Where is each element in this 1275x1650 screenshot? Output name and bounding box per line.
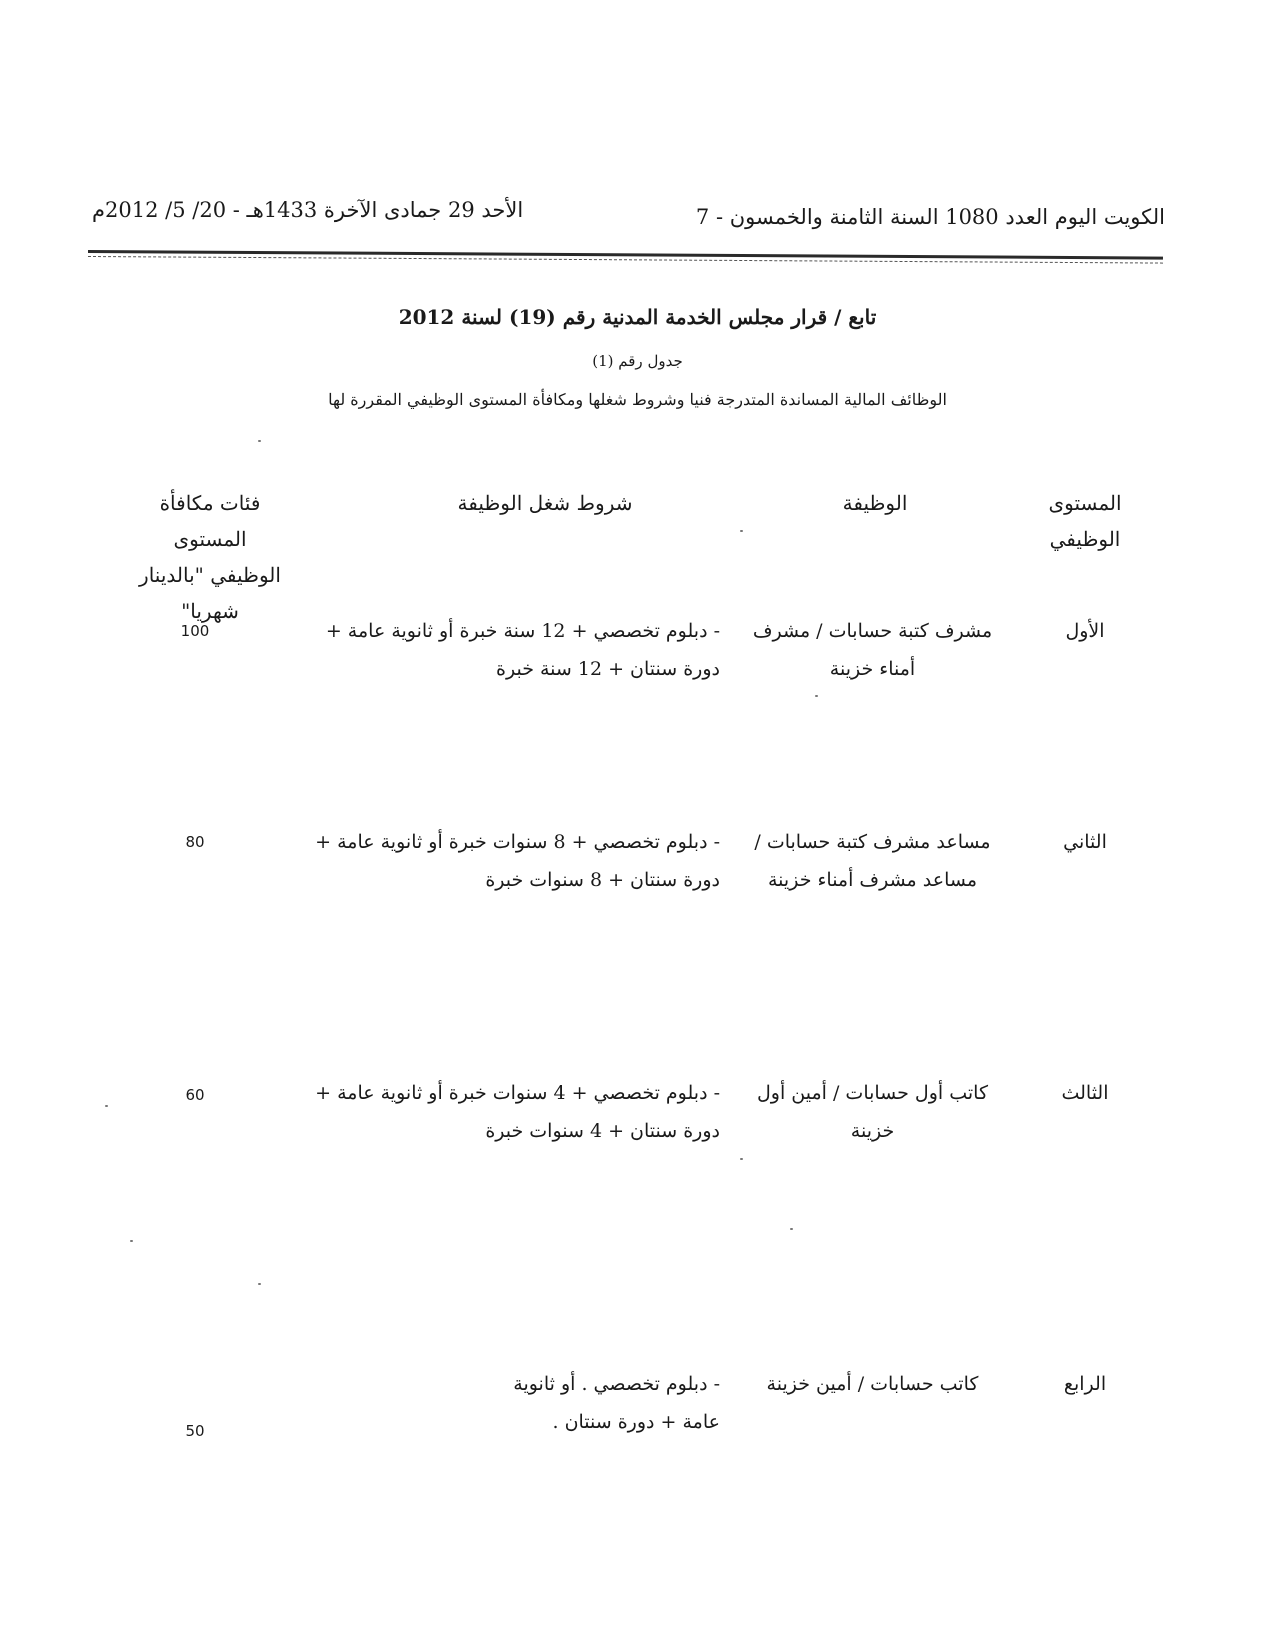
gazette-issue-header: الكويت اليوم العدد 1080 السنة الثامنة والخمسون - 7 [695,205,1165,229]
scan-speck [258,1283,261,1285]
reward-cell: 50 [185,1422,205,1440]
scan-speck [130,1240,133,1242]
column-header-reward: فئات مكافأة المستوى الوظيفي "بالدينار شهريا" [139,491,281,623]
conditions-cell: - دبلوم تخصصي + 12 سنة خبرة أو ثانوية عامة + دورة سنتان + 12 سنة خبرة [325,620,720,680]
reward-cell: 100 [180,622,210,640]
column-header-job: الوظيفة [842,491,908,515]
job-cell: كاتب حسابات / أمين خزينة [766,1373,979,1395]
table-caption: الوظائف المالية المساندة المتدرجة فنيا وشروط شغلها ومكافأة المستوى الوظيفي المقررة لها [328,390,947,409]
scan-speck [740,530,743,532]
level-cell: الرابع [1063,1373,1107,1395]
decision-title: تابع / قرار مجلس الخدمة المدنية رقم (19) لسنة 2012 [398,305,877,329]
conditions-cell: - دبلوم تخصصي . أو ثانوية عامة + دورة سنتان . [513,1373,720,1433]
level-cell: الثاني [1063,831,1107,853]
gazette-date-header: الأحد 29 جمادى الآخرة 1433هـ - 20/ 5/ 2012م [92,198,524,222]
job-cell: مشرف كتبة حسابات / مشرف أمناء خزينة [752,620,993,680]
table-number: جدول رقم (1) [592,352,683,370]
column-header-conditions: شروط شغل الوظيفة [457,491,633,515]
reward-cell: 80 [185,833,205,851]
reward-cell: 60 [185,1086,205,1104]
scan-speck [105,1105,108,1107]
conditions-cell: - دبلوم تخصصي + 8 سنوات خبرة أو ثانوية عامة + دورة سنتان + 8 سنوات خبرة [315,831,720,891]
level-cell: الثالث [1061,1082,1109,1104]
level-cell: الأول [1065,620,1105,642]
job-cell: كاتب أول حسابات / أمين أول خزينة [757,1082,988,1142]
scan-speck [790,1228,793,1230]
column-header-level: المستوى الوظيفي [1048,491,1122,551]
scan-speck [740,1158,743,1160]
job-cell: مساعد مشرف كتبة حسابات / مساعد مشرف أمناء خزينة [754,831,991,891]
scan-speck [258,440,261,442]
scan-speck [815,695,818,697]
conditions-cell: - دبلوم تخصصي + 4 سنوات خبرة أو ثانوية عامة + دورة سنتان + 4 سنوات خبرة [315,1082,720,1142]
header-rule [88,250,1163,260]
